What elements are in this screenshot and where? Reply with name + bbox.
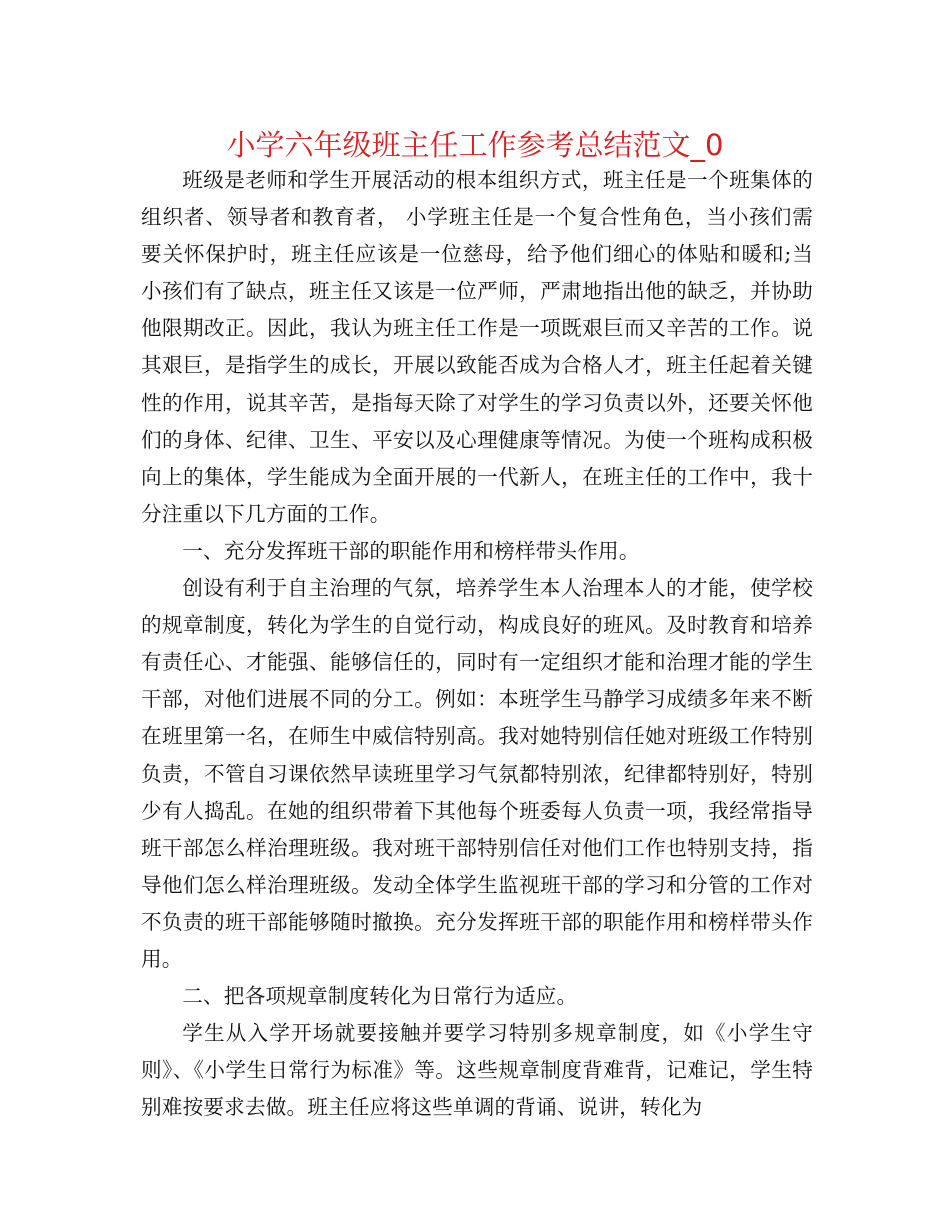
paragraph-section-1: 创设有利于自主治理的气氛，培养学生本人治理本人的才能，使学校的规章制度，转化为学生的自觉行动，构成良好的班风。及时教育和培养有责任心、才能强、能够信任的，同时有一定组织才能和治理才能的学生干部，对他们进展不同的分工。例如：本班学生马静学习成绩多年来不断在班里第一名，在师生中威信特别高。我对她特别信任她对班级工作特别负责，不管自习课依然早读班里学习气氛都特别浓，纪律都特别好，特别少有人捣乱。在她的组织带着下其他每个班委每人负责一项，我经常指导班干部怎么样治理班级。我对班干部特别信任对他们工作也特别支持，指导他们怎么样治理班级。发动全体学生监视班干部的学习和分管的工作对不负责的班干部能够随时撤换。充分发挥班干部的职能作用和榜样带头作用。	[141, 576, 813, 971]
section-heading-1: 一、充分发挥班干部的职能作用和榜样带头作用。	[182, 538, 640, 563]
paragraph-section-2: 学生从入学开场就要接触并要学习特别多规章制度，如《小学生守则》、《小学生日常行为标准》等。这些规章制度背难背，记难记，学生特别难按要求去做。班主任应将这些单调的背诵、说讲，转化为	[141, 1021, 813, 1120]
document-body	[141, 162, 813, 1126]
paragraph-intro: 班级是老师和学生开展活动的根本组织方式，班主任是一个班集体的组织者、领导者和教育者， 小学班主任是一个复合性角色，当小孩们需要关怀保护时，班主任应该是一位慈母，给予他们细心的体贴和暖和;当小孩们有了缺点，班主任又该是一位严师，严肃地指出他的缺乏，并协助他限期改正。因此，我认为班主任工作是一项既艰巨而又辛苦的工作。说其艰巨，是指学生的成长，开展以致能否成为合格人才，班主任起着关键性的作用，说其辛苦，是指每天除了对学生的学习负责以外，还要关怀他们的身体、纪律、卫生、平安以及心理健康等情况。为使一个班构成积极向上的集体，学生能成为全面开展的一代新人，在班主任的工作中，我十分注重以下几方面的工作。	[141, 168, 813, 526]
document-title: 小学六年级班主任工作参考总结范文_0	[226, 128, 724, 162]
section-heading-2: 二、把各项规章制度转化为日常行为适应。	[182, 984, 578, 1009]
